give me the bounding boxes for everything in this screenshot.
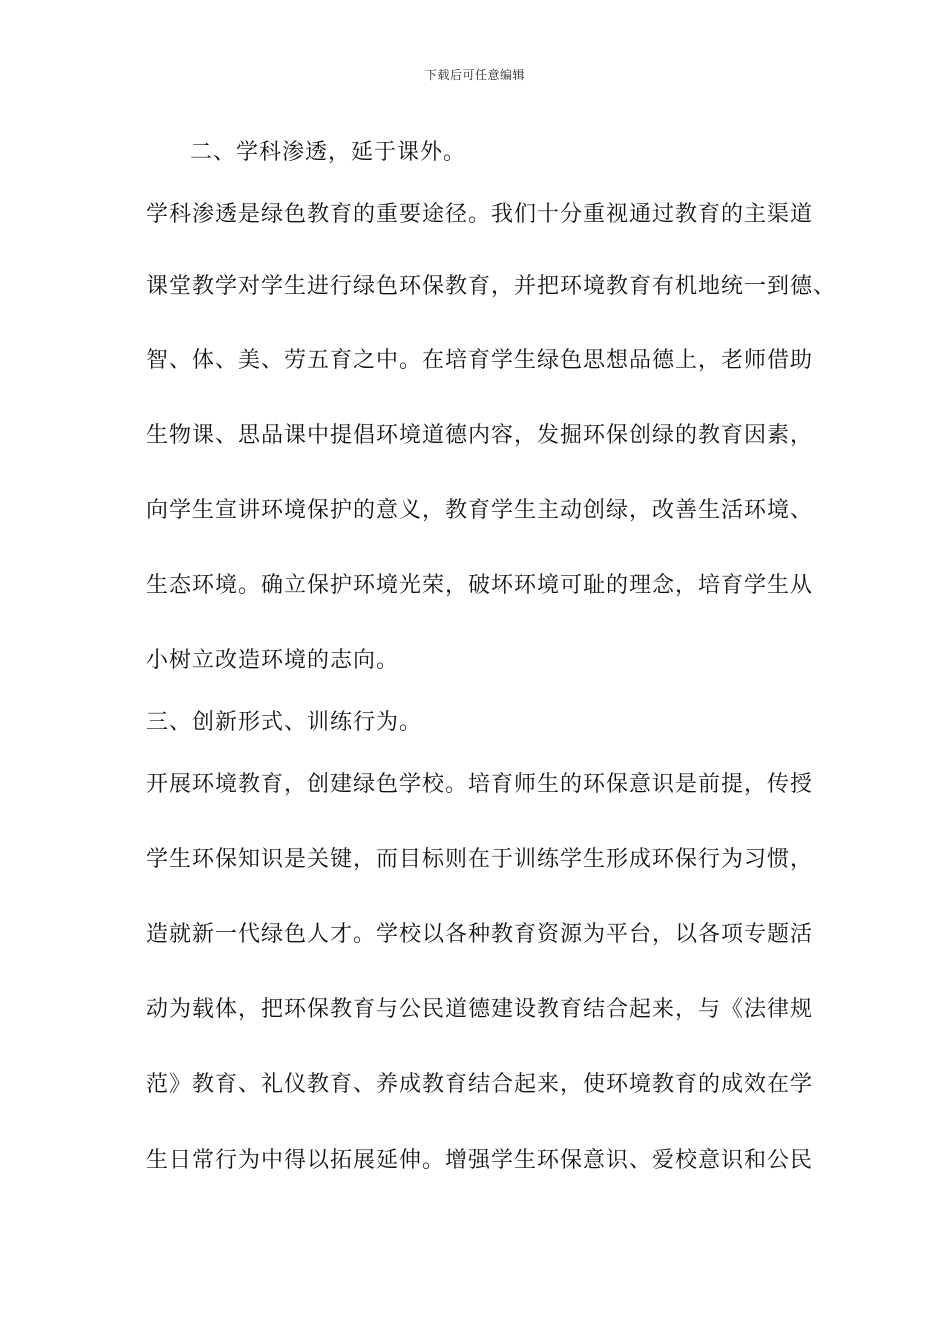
paragraph-line: 生日常行为中得以拓展延伸。增强学生环保意识、爱校意识和公民: [146, 1148, 814, 1173]
paragraph-line: 造就新一代绿色人才。学校以各种教育资源为平台，以各项专题活: [146, 922, 814, 947]
paragraph-line: 动为载体，把环保教育与公民道德建设教育结合起来，与《法律规: [146, 997, 814, 1022]
paragraph-line: 学科渗透是绿色教育的重要途径。我们十分重视通过教育的主渠道: [146, 202, 814, 227]
section-heading-2: 二、学科渗透，延于课外。: [190, 140, 467, 165]
paragraph-line: 学生环保知识是关键，而目标则在于训练学生形成环保行为习惯，: [146, 847, 814, 872]
header-note: 下载后可任意编辑: [424, 68, 525, 82]
paragraph-line: 开展环境教育，创建绿色学校。培育师生的环保意识是前提，传授: [146, 772, 814, 797]
paragraph-line: 小树立改造环境的志向。: [146, 648, 400, 673]
paragraph-line: 课堂教学对学生进行绿色环保教育，并把环境教育有机地统一到德、: [146, 274, 837, 299]
section-heading-3: 三、创新形式、训练行为。: [146, 710, 423, 735]
paragraph-line: 生态环境。确立保护环境光荣，破坏环境可耻的理念，培育学生从: [146, 573, 814, 598]
paragraph-line: 智、体、美、劳五育之中。在培育学生绿色思想品德上，老师借助: [146, 348, 814, 373]
paragraph-line: 生物课、思品课中提倡环境道德内容，发掘环保创绿的教育因素，: [146, 423, 814, 448]
paragraph-line: 范》教育、礼仪教育、养成教育结合起来，使环境教育的成效在学: [146, 1072, 814, 1097]
paragraph-line: 向学生宣讲环境保护的意义，教育学生主动创绿，改善生活环境、: [146, 498, 814, 523]
